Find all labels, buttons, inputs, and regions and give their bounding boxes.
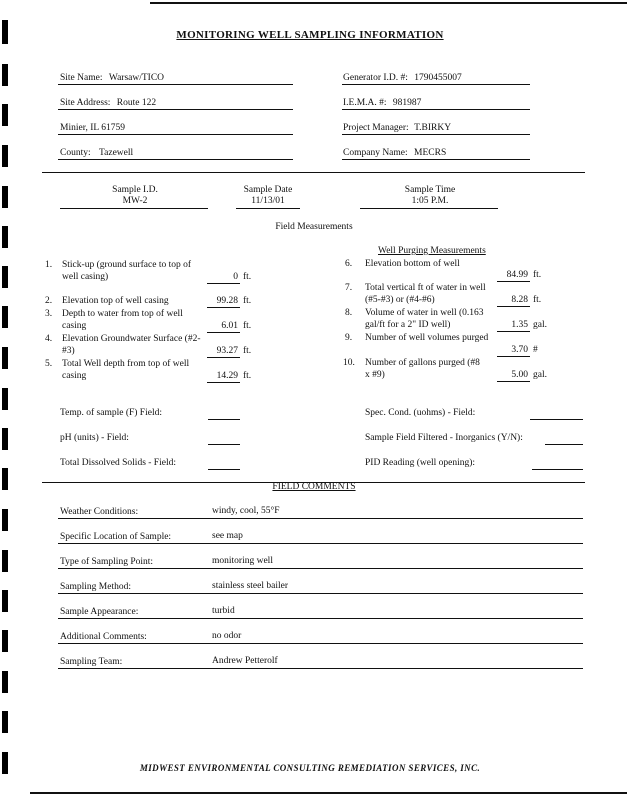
item-label: Total vertical ft of water in well: [365, 283, 486, 293]
field-filtered-label: Sample Field Filtered - Inorganics (Y/N):: [365, 433, 523, 443]
underline: [497, 281, 530, 282]
underline: [497, 306, 530, 307]
item-label: Elevation top of well casing: [62, 296, 169, 306]
page-title: MONITORING WELL SAMPLING INFORMATION: [176, 29, 444, 41]
underline: [58, 84, 293, 85]
item-label: gal/ft for a 2" ID well): [365, 320, 451, 330]
additional-comments-label: Additional Comments:: [60, 632, 147, 642]
underline: [58, 668, 583, 669]
weather-label: Weather Conditions:: [60, 507, 139, 517]
additional-comments-value: no odor: [212, 631, 242, 641]
section-divider: [42, 172, 585, 173]
temp-label: Temp. of sample (F) Field:: [60, 408, 162, 418]
unit: gal.: [533, 370, 547, 380]
top-scan-line: [150, 2, 627, 4]
underline: [58, 543, 583, 544]
weather-value: windy, cool, 55°F: [212, 506, 280, 516]
sample-date-label: Sample Date: [243, 185, 293, 195]
county-label: County:: [60, 148, 91, 158]
sample-time-value: 1:05 P.M.: [411, 196, 449, 206]
total-well-depth-value: 14.29: [216, 371, 238, 381]
scan-mark: [2, 20, 8, 44]
underline: [58, 618, 583, 619]
project-manager-value: T.BIRKY: [414, 123, 452, 133]
site-address-field: [60, 98, 156, 109]
company-name-label: Company Name:: [343, 148, 408, 158]
generator-id-label: Generator I.D. #:: [343, 73, 408, 83]
underline: [207, 357, 240, 358]
iema-field: [343, 98, 421, 109]
scan-mark: [2, 671, 8, 693]
sample-date-value: 11/13/01: [251, 196, 285, 206]
scan-mark: [2, 711, 8, 733]
item-label: Elevation Groundwater Surface (#2-: [62, 334, 201, 344]
field-measurements-heading: Field Measurements: [275, 222, 353, 232]
sample-appearance-label: Sample Appearance:: [60, 607, 139, 617]
sampling-point-value: monitoring well: [212, 556, 273, 566]
item-label: Stick-up (ground surface to top of: [62, 260, 192, 270]
item-number: 10.: [343, 358, 355, 368]
scan-mark: [2, 347, 8, 369]
field-comments-heading: FIELD COMMENTS: [272, 482, 356, 492]
company-name-field: [343, 148, 446, 159]
iema-label: I.E.M.A. #:: [343, 98, 387, 108]
item-number: 2.: [45, 296, 53, 306]
underline: [532, 469, 583, 470]
scan-mark: [2, 590, 8, 612]
stick-up-value: 0: [233, 272, 238, 282]
county-field: [60, 148, 133, 159]
county-value: Tazewell: [99, 148, 134, 158]
unit: ft.: [243, 346, 252, 356]
scan-mark: [2, 509, 8, 531]
elevation-bottom-value: 84.99: [506, 270, 528, 280]
underline: [360, 208, 498, 209]
sampling-method-value: stainless steel bailer: [212, 581, 288, 591]
unit: ft.: [243, 272, 252, 282]
well-purging-heading: Well Purging Measurements: [378, 246, 486, 256]
unit: ft.: [243, 321, 252, 331]
sample-id-label: Sample I.D.: [112, 185, 158, 195]
company-name-value: MECRS: [414, 148, 447, 158]
site-address-value: Route 122: [116, 98, 157, 108]
item-number: 1.: [45, 260, 53, 270]
site-name-field: [60, 73, 164, 84]
scan-mark: [2, 64, 8, 86]
underline: [58, 518, 583, 519]
scan-mark: [2, 468, 8, 490]
item-label: x #9): [365, 370, 385, 380]
project-manager-field: [343, 123, 451, 134]
company-footer: MIDWEST ENVIRONMENTAL CONSULTING REMEDIATION SERVICES, INC.: [139, 763, 481, 773]
underline: [208, 469, 240, 470]
scan-mark: [2, 104, 8, 126]
item-number: 4.: [45, 334, 53, 344]
underline: [58, 109, 293, 110]
underline: [58, 159, 293, 160]
pid-reading-label: PID Reading (well opening):: [365, 458, 476, 468]
underline: [342, 84, 530, 85]
sample-time-label: Sample Time: [404, 185, 456, 195]
groundwater-elevation-value: 93.27: [216, 346, 238, 356]
scan-mark: [2, 428, 8, 450]
underline: [207, 382, 240, 383]
underline: [236, 208, 300, 209]
underline: [208, 419, 240, 420]
item-label: (#5-#3) or (#4-#6): [365, 295, 435, 305]
city-value: Minier, IL 61759: [60, 123, 125, 133]
sampling-point-label: Type of Sampling Point:: [60, 557, 154, 567]
sample-location-label: Specific Location of Sample:: [60, 532, 172, 542]
underline: [342, 109, 530, 110]
item-number: 5.: [45, 359, 53, 369]
scan-mark: [2, 186, 8, 208]
item-number: 8.: [345, 308, 353, 318]
scan-mark: [2, 550, 8, 572]
sample-location-value: see map: [212, 531, 243, 541]
item-label: casing: [62, 321, 87, 331]
item-label: Volume of water in well (0.163: [365, 308, 484, 318]
underline: [58, 643, 583, 644]
tds-label: Total Dissolved Solids - Field:: [60, 458, 176, 468]
unit: ft.: [533, 295, 542, 305]
well-volumes-purged-value: 3.70: [511, 345, 528, 355]
unit: ft.: [243, 296, 252, 306]
site-name-value: Warsaw/TICO: [108, 73, 165, 83]
iema-value: 981987: [392, 98, 422, 108]
underline: [545, 444, 583, 445]
item-number: 9.: [345, 333, 353, 343]
vertical-water-value: 8.28: [511, 295, 528, 305]
underline: [58, 134, 293, 135]
sample-appearance-value: turbid: [212, 606, 235, 616]
underline: [497, 381, 530, 382]
unit: #: [533, 345, 538, 355]
underline: [208, 444, 240, 445]
site-name-label: Site Name:: [60, 73, 103, 83]
unit: gal.: [533, 320, 547, 330]
sample-id-value: MW-2: [122, 196, 148, 206]
underline: [497, 331, 530, 332]
unit: ft.: [243, 371, 252, 381]
item-number: 6.: [345, 259, 353, 269]
underline: [58, 593, 583, 594]
elevation-top-casing-value: 99.28: [216, 296, 238, 306]
scan-mark: [2, 630, 8, 652]
scan-mark: [2, 752, 8, 774]
scan-mark: [2, 145, 8, 167]
project-manager-label: Project Manager:: [343, 123, 409, 133]
underline: [207, 332, 240, 333]
sampling-team-value: Andrew Petterolf: [212, 656, 278, 666]
item-number: 7.: [345, 283, 353, 293]
sampling-method-label: Sampling Method:: [60, 582, 131, 592]
item-number: 3.: [45, 309, 53, 319]
item-label: Number of well volumes purged: [365, 333, 489, 343]
underline: [207, 283, 240, 284]
scan-mark: [2, 388, 8, 410]
city-field: [60, 123, 125, 134]
bottom-scan-line: [30, 792, 627, 794]
ph-label: pH (units) - Field:: [60, 433, 129, 443]
generator-id-field: [343, 73, 462, 84]
scan-mark: [2, 266, 8, 288]
site-address-label: Site Address:: [60, 98, 111, 108]
item-label: well casing): [62, 272, 109, 282]
item-label: #3): [62, 346, 75, 356]
scan-mark: [2, 306, 8, 328]
scan-mark: [2, 226, 8, 248]
item-label: Number of gallons purged (#8: [365, 358, 480, 368]
sampling-team-label: Sampling Team:: [60, 657, 123, 667]
spec-cond-label: Spec. Cond. (uohms) - Field:: [365, 408, 476, 418]
item-label: Elevation bottom of well: [365, 259, 460, 269]
gallons-purged-value: 5.00: [511, 370, 528, 380]
underline: [530, 419, 583, 420]
underline: [60, 208, 208, 209]
underline: [342, 134, 530, 135]
depth-to-water-value: 6.01: [221, 321, 238, 331]
underline: [497, 356, 530, 357]
item-label: casing: [62, 371, 87, 381]
water-volume-value: 1.35: [511, 320, 528, 330]
item-label: Depth to water from top of well: [62, 309, 183, 319]
generator-id-value: 1790455007: [414, 73, 462, 83]
underline: [207, 307, 240, 308]
underline: [342, 159, 530, 160]
unit: ft.: [533, 270, 542, 280]
underline: [58, 568, 583, 569]
item-label: Total Well depth from top of well: [62, 359, 190, 369]
